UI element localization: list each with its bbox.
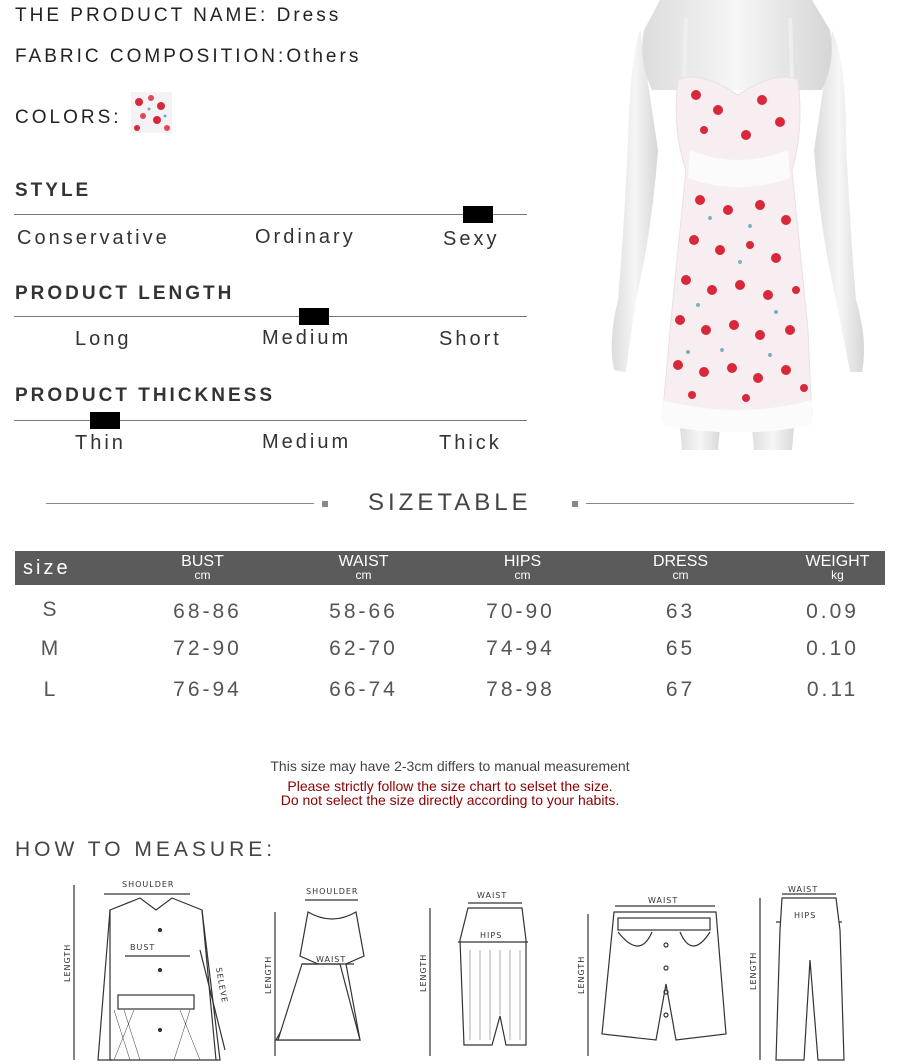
dress-diagram — [275, 900, 364, 1056]
style-option-ordinary: Ordinary — [255, 226, 356, 248]
col-dress: DRESS cm — [652, 553, 709, 582]
colors-label: COLORS: — [15, 107, 122, 128]
cell: 68-86 — [173, 600, 242, 623]
cell: 0.09 — [806, 600, 859, 623]
svg-text:LENGTH: LENGTH — [63, 943, 72, 982]
svg-text:LENGTH: LENGTH — [749, 951, 758, 990]
cell: L — [43, 678, 59, 701]
cell: 76-94 — [173, 678, 242, 701]
cell: 74-94 — [486, 637, 555, 660]
fabric-label: FABRIC COMPOSITION: — [15, 46, 287, 67]
thickness-option-thick: Thick — [439, 432, 502, 454]
col-weight: WEIGHT kg — [805, 553, 870, 582]
cell: 58-66 — [329, 600, 398, 623]
note-habits: Do not select the size directly according to your habits. — [280, 792, 620, 808]
length-option-medium: Medium — [262, 327, 352, 349]
cell: 63 — [665, 600, 696, 623]
length-title: PRODUCT LENGTH — [15, 283, 235, 304]
product-name-value: Dress — [276, 5, 342, 26]
measure-diagrams — [40, 870, 890, 1064]
cell: 62-70 — [329, 637, 398, 660]
sizetable-dot-left — [322, 501, 328, 507]
shorts-diagram — [588, 906, 726, 1056]
sizetable-rule-right — [586, 503, 854, 504]
thickness-option-medium: Medium — [262, 431, 352, 453]
thickness-scale-marker — [90, 412, 120, 429]
thickness-option-thin: Thin — [75, 432, 126, 454]
svg-text:HIPS: HIPS — [794, 911, 817, 920]
length-scale-line — [14, 316, 527, 317]
length-option-short: Short — [439, 328, 502, 350]
cell: 72-90 — [173, 637, 242, 660]
note-measurement: This size may have 2-3cm differs to manual measurement — [270, 758, 630, 774]
col-hips: HIPS cm — [503, 553, 542, 582]
cell: 70-90 — [486, 600, 555, 623]
skirt-diagram — [430, 903, 528, 1056]
cell: 0.10 — [806, 637, 859, 660]
svg-text:WAIST: WAIST — [648, 896, 679, 905]
cell: 0.11 — [806, 678, 859, 701]
svg-text:LENGTH: LENGTH — [419, 953, 428, 992]
svg-text:SHOULDER: SHOULDER — [306, 887, 359, 896]
length-option-long: Long — [75, 328, 132, 350]
sizetable-header — [15, 551, 885, 585]
style-scale-line — [14, 214, 527, 215]
note-follow-chart: Please strictly follow the size chart to selset the size. — [287, 778, 613, 794]
product-name-label: THE PRODUCT NAME: — [15, 5, 269, 26]
sizetable-title: SIZETABLE — [368, 489, 532, 516]
style-title: STYLE — [15, 180, 92, 201]
style-option-sexy: Sexy — [443, 228, 500, 250]
col-size: size — [23, 557, 71, 579]
product-image — [600, 0, 875, 450]
cell: 65 — [665, 637, 696, 660]
color-swatch-floral[interactable] — [131, 92, 172, 133]
length-scale-marker — [299, 308, 329, 325]
cell: 67 — [665, 678, 696, 701]
jacket-diagram — [74, 885, 225, 1060]
svg-text:LENGTH: LENGTH — [264, 955, 273, 994]
col-waist: WAIST cm — [338, 553, 389, 582]
sizetable-rule-left — [46, 503, 314, 504]
thickness-title: PRODUCT THICKNESS — [15, 385, 276, 406]
svg-text:SHOULDER: SHOULDER — [122, 880, 175, 889]
svg-text:HIPS: HIPS — [480, 931, 503, 940]
svg-text:WAIST: WAIST — [788, 885, 819, 894]
cell: 66-74 — [329, 678, 398, 701]
sizetable-dot-right — [572, 501, 578, 507]
measure-title: HOW TO MEASURE: — [15, 838, 277, 861]
style-option-conservative: Conservative — [17, 227, 170, 249]
svg-text:SELEVE: SELEVE — [214, 966, 230, 1004]
fabric-value: Others — [286, 46, 362, 67]
svg-text:WAIST: WAIST — [477, 891, 508, 900]
cell: 78-98 — [486, 678, 555, 701]
svg-text:BUST: BUST — [130, 943, 156, 952]
cell: S — [42, 598, 60, 621]
style-scale-marker — [463, 206, 493, 223]
col-bust: BUST cm — [181, 553, 224, 582]
fabric-row — [15, 46, 361, 68]
svg-text:WAIST: WAIST — [316, 955, 347, 964]
cell: M — [40, 637, 62, 660]
product-name-row — [15, 5, 341, 27]
svg-text:LENGTH: LENGTH — [577, 955, 586, 994]
